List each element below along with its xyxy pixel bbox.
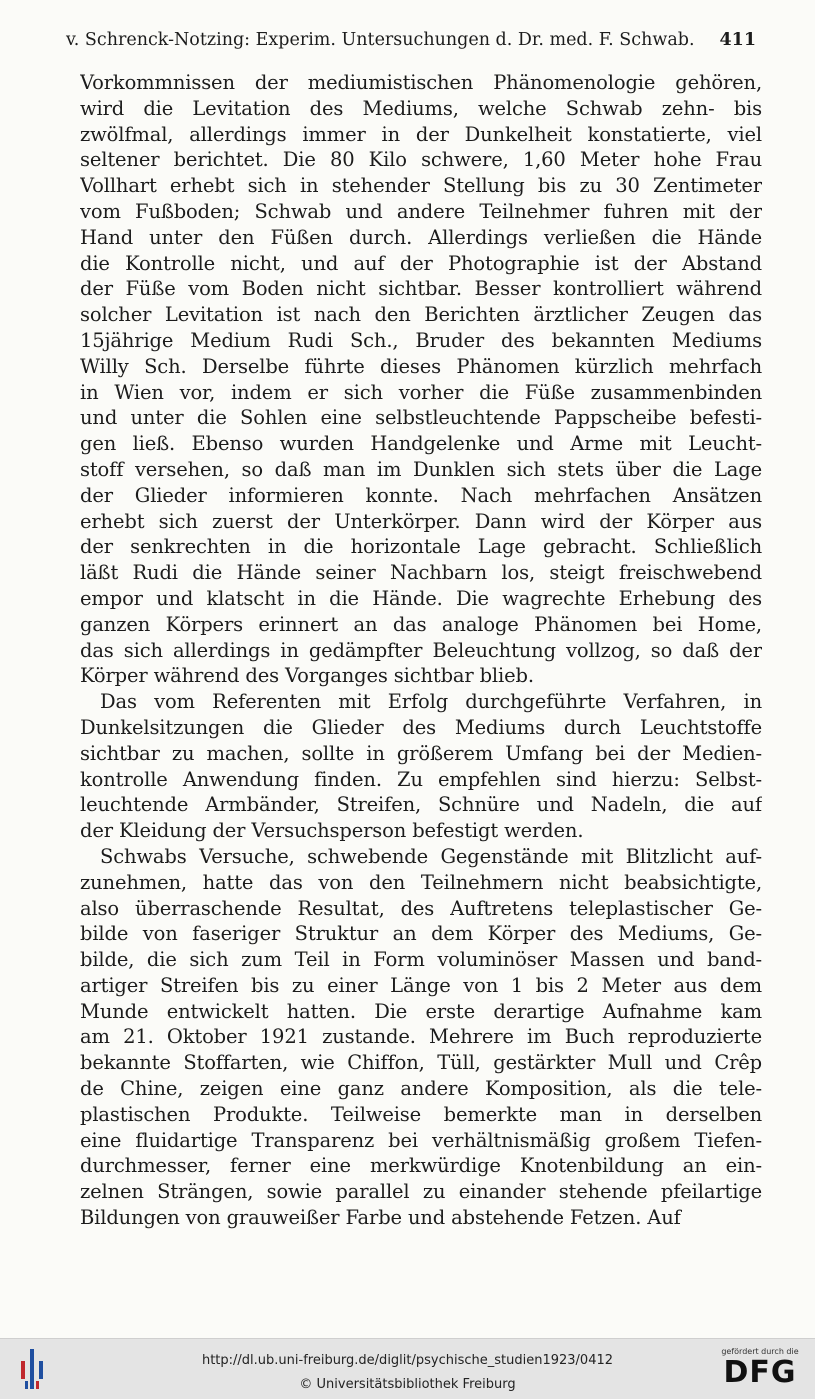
body-text <box>80 70 762 1231</box>
running-title: v. Schrenck-Notzing: Experim. Untersuchungen d. Dr. med. F. Schwab. <box>66 30 695 50</box>
text-line: Dunkelsitzungen die Glieder des Mediums durch Leuchtstoffe <box>80 715 762 739</box>
text-line: der Füße vom Boden nicht sichtbar. Besser kontrolliert während <box>80 277 762 301</box>
text-line: Schwabs Versuche, schwebende Gegenstände mit Blitzlicht auf- <box>100 844 762 868</box>
text-line: läßt Rudi die Hände seiner Nachbarn los, steigt freischwebend <box>80 561 762 585</box>
text-line: am 21. Oktober 1921 zustande. Mehrere im Buch reproduzierte <box>80 1025 762 1049</box>
dfg-tagline: gefördert durch die <box>721 1347 799 1356</box>
text-line: der senkrechten in die horizontale Lage gebracht. Schließlich <box>80 535 762 559</box>
text-line: zwölfmal, allerdings immer in der Dunkelheit konstatierte, viel <box>80 122 762 146</box>
dfg-logo <box>717 1347 803 1393</box>
text-line: das sich allerdings in gedämpfter Beleuchtung vollzog, so daß der <box>80 638 762 662</box>
text-line: durchmesser, ferner eine merkwürdige Knotenbildung an ein- <box>80 1154 762 1178</box>
text-line: stoff versehen, so daß man im Dunklen sich stets über die Lage <box>80 457 762 481</box>
text-line: sichtbar zu machen, sollte in größerem Umfang bei der Medien- <box>80 741 762 765</box>
text-line: Vorkommnissen der mediumistischen Phänomenologie gehören, <box>80 71 762 94</box>
text-line: die Kontrolle nicht, und auf der Photographie ist der Abstand <box>80 251 762 275</box>
text-line: bilde von faseriger Struktur an dem Körper des Mediums, Ge- <box>80 922 762 946</box>
paragraph-3 <box>80 844 762 1231</box>
text-line: Körper während des Vorganges sichtbar blieb. <box>80 664 534 688</box>
text-line: bekannte Stoffarten, wie Chiffon, Tüll, gestärkter Mull und Crêp <box>80 1051 762 1075</box>
text-line: und unter die Sohlen eine selbstleuchtende Pappscheibe befesti- <box>80 406 762 430</box>
page-header <box>66 30 756 50</box>
text-line: der Kleidung der Versuchsperson befestigt werden. <box>80 819 584 843</box>
paragraph-2 <box>80 689 762 844</box>
paragraph-1 <box>80 70 762 689</box>
page-number: 411 <box>719 30 756 50</box>
text-line: in Wien vor, indem er sich vorher die Füße zusammenbinden <box>80 380 762 404</box>
text-line: seltener berichtet. Die 80 Kilo schwere, 1,60 Meter hohe Frau <box>80 148 762 172</box>
text-line: der Glieder informieren konnte. Nach mehrfachen Ansätzen <box>80 483 762 507</box>
text-line: wird die Levitation des Mediums, welche Schwab zehn- bis <box>80 96 762 120</box>
text-line: Das vom Referenten mit Erfolg durchgeführte Verfahren, in <box>100 690 762 714</box>
viewer-footer <box>0 1338 815 1399</box>
text-line: Bildungen von grauweißer Farbe und abstehende Fetzen. Auf <box>80 1206 681 1230</box>
text-line: Willy Sch. Derselbe führte dieses Phänomen kürzlich mehrfach <box>80 354 762 378</box>
text-line: leuchtende Armbänder, Streifen, Schnüre und Nadeln, die auf <box>80 793 762 817</box>
text-line: Munde entwickelt hatten. Die erste derartige Aufnahme kam <box>80 999 762 1023</box>
text-line: Vollhart erhebt sich in stehender Stellung bis zu 30 Zentimeter <box>80 174 762 198</box>
text-line: solcher Levitation ist nach den Berichten ärztlicher Zeugen das <box>80 303 762 327</box>
source-url-link[interactable]: http://dl.ub.uni-freiburg.de/diglit/psychische_studien1923/0412 <box>201 1353 614 1368</box>
text-line: 15jährige Medium Rudi Sch., Bruder des bekannten Mediums <box>80 328 762 352</box>
text-line: ganzen Körpers erinnert an das analoge Phänomen bei Home, <box>80 612 762 636</box>
text-line: de Chine, zeigen eine ganz andere Komposition, als die tele- <box>80 1077 762 1101</box>
text-line: empor und klatscht in die Hände. Die wagrechte Erhebung des <box>80 586 762 610</box>
text-line: also überraschende Resultat, des Auftretens teleplastischer Ge- <box>80 896 762 920</box>
copyright-notice: © Universitätsbibliothek Freiburg <box>299 1377 516 1392</box>
text-line: bilde, die sich zum Teil in Form voluminöser Massen und band- <box>80 948 762 972</box>
text-line: vom Fußboden; Schwab und andere Teilnehmer fuhren mit der <box>80 199 762 223</box>
text-line: plastischen Produkte. Teilweise bemerkte man in derselben <box>80 1102 762 1126</box>
text-line: zunehmen, hatte das von den Teilnehmern nicht beabsichtigte, <box>80 870 762 894</box>
text-line: kontrolle Anwendung finden. Zu empfehlen sind hierzu: Selbst- <box>80 767 762 791</box>
text-line: zelnen Strängen, sowie parallel zu einander stehende pfeilartige <box>80 1180 762 1204</box>
dfg-wordmark: DFG <box>723 1355 797 1390</box>
text-line: gen ließ. Ebenso wurden Handgelenke und Arme mit Leucht- <box>80 432 762 456</box>
text-line: eine fluidartige Transparenz bei verhältnismäßig großem Tiefen- <box>80 1128 762 1152</box>
text-line: artiger Streifen bis zu einer Länge von 1 bis 2 Meter aus dem <box>80 973 762 997</box>
text-line: erhebt sich zuerst der Unterkörper. Dann wird der Körper aus <box>80 509 762 533</box>
text-line: Hand unter den Füßen durch. Allerdings verließen die Hände <box>80 225 762 249</box>
